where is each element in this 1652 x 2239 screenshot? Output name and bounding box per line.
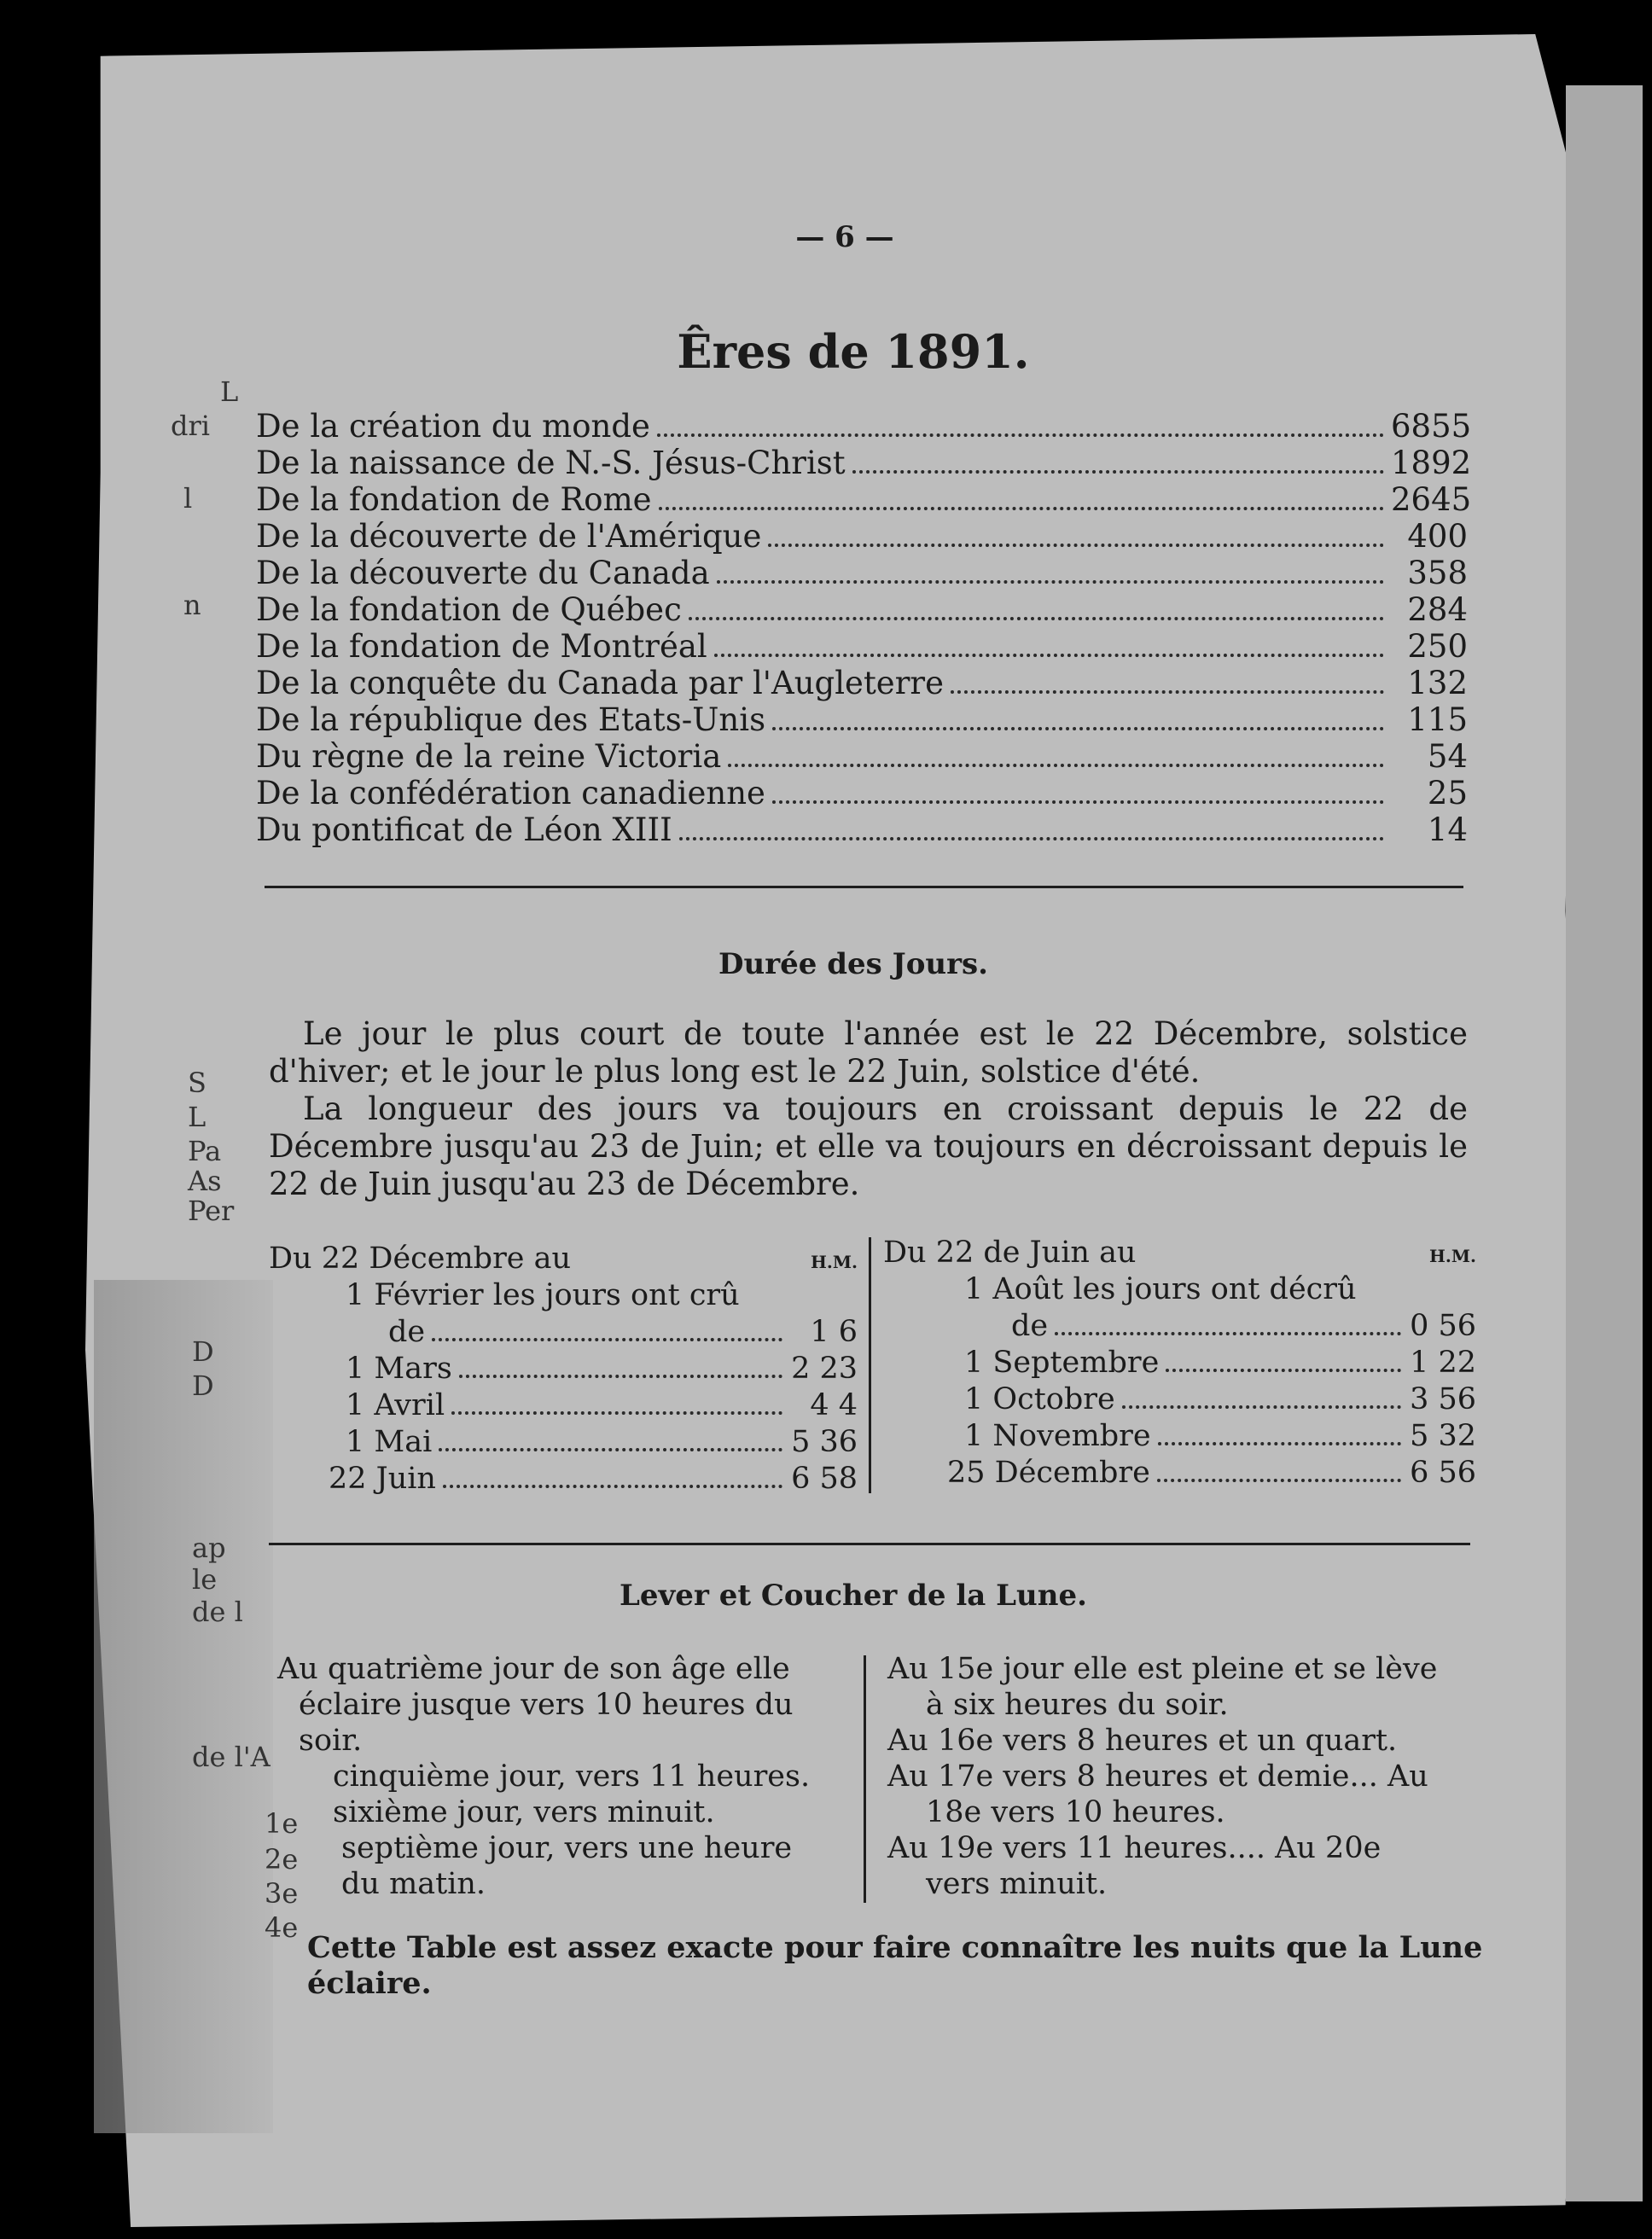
duree-paragraph: La longueur des jours va toujours en croissant depuis le 22 de Décembre jusqu'au 23 de Juin; et elle va toujours en décroissant depuis le 22 de Juin jusqu'au 23 de Décembre. bbox=[269, 1090, 1468, 1202]
dot-leader bbox=[451, 1411, 782, 1415]
lune-heading: Lever et Coucher de la Lune. bbox=[620, 1579, 1087, 1613]
row-label: 1 Novembre bbox=[964, 1419, 1151, 1453]
table-row bbox=[269, 1315, 858, 1352]
era-value: 25 bbox=[1427, 775, 1468, 811]
lune-line: 18e vers 10 heures. bbox=[926, 1795, 1225, 1829]
table-subheader: 1 Août les jours ont décrû bbox=[964, 1272, 1357, 1306]
margin-fragment: le bbox=[192, 1563, 218, 1596]
hm-label: H.M. bbox=[811, 1252, 858, 1272]
era-row bbox=[256, 518, 1468, 555]
hm-label: H.M. bbox=[1429, 1246, 1476, 1266]
era-label: De la naissance de N.-S. Jésus-Christ bbox=[256, 445, 846, 481]
era-row bbox=[256, 445, 1472, 481]
era-value: 250 bbox=[1407, 628, 1468, 665]
lune-line: vers minuit. bbox=[926, 1867, 1108, 1901]
margin-fragment: l bbox=[183, 482, 193, 515]
row-value: 6 56 bbox=[1410, 1456, 1476, 1490]
dot-leader bbox=[439, 1448, 782, 1451]
eres-list bbox=[256, 408, 1472, 848]
lune-line: Au 16e vers 8 heures et un quart. bbox=[887, 1724, 1398, 1758]
column-divider bbox=[869, 1237, 871, 1493]
table-row bbox=[269, 1462, 858, 1498]
row-label: de bbox=[1011, 1309, 1049, 1343]
table-row bbox=[883, 1419, 1476, 1456]
dot-leader bbox=[1122, 1405, 1401, 1409]
table-row bbox=[269, 1425, 858, 1462]
page-number: — 6 — bbox=[795, 220, 894, 254]
lune-line: du matin. bbox=[341, 1867, 486, 1901]
margin-fragment: Per bbox=[188, 1195, 235, 1227]
margin-fragment: L bbox=[188, 1101, 206, 1133]
row-value: 4 4 bbox=[810, 1388, 858, 1422]
era-value: 115 bbox=[1407, 701, 1468, 738]
era-label: De la découverte de l'Amérique bbox=[256, 518, 762, 555]
section-divider bbox=[265, 886, 1463, 888]
lune-line: Au quatrième jour de son âge elle bbox=[277, 1652, 790, 1686]
lune-line: Au 17e vers 8 heures et demie... Au bbox=[887, 1759, 1428, 1794]
era-value: 14 bbox=[1427, 811, 1468, 848]
dot-leader bbox=[772, 800, 1384, 804]
margin-fragment: D bbox=[192, 1335, 214, 1368]
era-label: De la confédération canadienne bbox=[256, 775, 765, 811]
section-divider bbox=[269, 1543, 1470, 1545]
table-header-row bbox=[269, 1242, 858, 1278]
margin-fragment: D bbox=[192, 1370, 214, 1402]
lune-line: sixième jour, vers minuit. bbox=[333, 1795, 715, 1829]
row-label: 1 Mai bbox=[346, 1425, 433, 1459]
row-label: 25 Décembre bbox=[947, 1456, 1150, 1490]
dot-leader bbox=[679, 837, 1384, 840]
dot-leader bbox=[1055, 1332, 1401, 1335]
lune-note bbox=[307, 1930, 1485, 2002]
dot-leader bbox=[717, 580, 1384, 584]
lune-line: Au 19e vers 11 heures.... Au 20e bbox=[887, 1831, 1382, 1865]
table-row bbox=[269, 1388, 858, 1425]
dot-leader bbox=[1158, 1442, 1401, 1445]
era-value: 284 bbox=[1407, 591, 1468, 628]
era-row bbox=[256, 811, 1468, 848]
dot-leader bbox=[1157, 1479, 1401, 1482]
margin-fragment: ap bbox=[192, 1532, 226, 1564]
row-label: 1 Septembre bbox=[964, 1346, 1160, 1380]
lune-right-column bbox=[887, 1651, 1476, 1902]
note-line: Cette Table est assez exacte pour faire connaître les nuits que la Lune bbox=[307, 1930, 1483, 1965]
note-line: éclaire. bbox=[307, 1966, 432, 2001]
row-label: 1 Mars bbox=[346, 1352, 452, 1386]
dot-leader bbox=[443, 1485, 782, 1488]
row-value: 0 56 bbox=[1410, 1309, 1476, 1343]
day-length-table-left bbox=[269, 1242, 858, 1498]
dot-leader bbox=[1166, 1369, 1401, 1372]
row-value: 6 58 bbox=[791, 1462, 858, 1496]
lune-line: soir. bbox=[299, 1724, 363, 1758]
table-row bbox=[883, 1456, 1476, 1492]
lune-line: Au 15e jour elle est pleine et se lève bbox=[887, 1652, 1438, 1686]
era-row bbox=[256, 628, 1468, 665]
duree-text bbox=[269, 1015, 1468, 1203]
era-row bbox=[256, 481, 1472, 518]
day-length-table-right bbox=[883, 1236, 1476, 1492]
lune-line: éclaire jusque vers 10 heures du bbox=[299, 1688, 794, 1722]
era-value: 2645 bbox=[1391, 481, 1472, 518]
era-row bbox=[256, 738, 1468, 775]
row-value: 3 56 bbox=[1410, 1382, 1476, 1416]
dot-leader bbox=[768, 544, 1384, 547]
margin-fragment: de l bbox=[192, 1596, 243, 1628]
era-row bbox=[256, 591, 1468, 628]
column-header: Du 22 Décembre au bbox=[269, 1242, 572, 1276]
margin-fragment: 3e bbox=[265, 1877, 299, 1910]
era-value: 132 bbox=[1407, 665, 1468, 701]
dot-leader bbox=[728, 764, 1384, 767]
margin-fragment: 4e bbox=[265, 1911, 299, 1944]
margin-fragment: de l'A bbox=[192, 1741, 270, 1773]
era-label: Du pontificat de Léon XIII bbox=[256, 811, 672, 848]
dot-leader bbox=[852, 470, 1384, 474]
era-label: De la conquête du Canada par l'Augleterre bbox=[256, 665, 944, 701]
dot-leader bbox=[689, 617, 1384, 620]
margin-fragment: S bbox=[188, 1067, 206, 1099]
duree-paragraph: Le jour le plus court de toute l'année est le 22 Décembre, solstice d'hiver; et le jour le plus long est le 22 Juin, solstice d'été. bbox=[269, 1015, 1468, 1090]
dot-leader bbox=[659, 507, 1384, 510]
row-value: 1 6 bbox=[810, 1315, 858, 1349]
margin-fragment: n bbox=[183, 589, 201, 621]
table-row bbox=[883, 1382, 1476, 1419]
adjacent-page-edge bbox=[1566, 85, 1643, 2201]
table-header-row bbox=[883, 1236, 1476, 1272]
margin-fragment: L bbox=[220, 375, 239, 408]
margin-fragment: As bbox=[188, 1165, 222, 1197]
row-value: 5 32 bbox=[1410, 1419, 1476, 1453]
lune-line: cinquième jour, vers 11 heures. bbox=[333, 1759, 811, 1794]
row-label: 22 Juin bbox=[329, 1462, 436, 1496]
table-row bbox=[883, 1309, 1476, 1346]
table-row bbox=[883, 1346, 1476, 1382]
dot-leader bbox=[459, 1375, 782, 1378]
era-value: 6855 bbox=[1391, 408, 1472, 445]
era-row bbox=[256, 775, 1468, 811]
row-value: 5 36 bbox=[791, 1425, 858, 1459]
lune-left-column bbox=[277, 1651, 858, 1902]
era-label: De la découverte du Canada bbox=[256, 555, 710, 591]
row-label: 1 Avril bbox=[346, 1388, 445, 1422]
dot-leader bbox=[951, 690, 1384, 694]
dot-leader bbox=[714, 654, 1384, 657]
era-row bbox=[256, 555, 1468, 591]
era-value: 400 bbox=[1407, 518, 1468, 555]
era-value: 1892 bbox=[1391, 445, 1472, 481]
era-row bbox=[256, 665, 1468, 701]
column-header: Du 22 de Juin au bbox=[883, 1236, 1137, 1270]
duree-heading: Durée des Jours. bbox=[718, 947, 988, 981]
era-value: 54 bbox=[1427, 738, 1468, 775]
row-label: de bbox=[388, 1315, 426, 1349]
lune-line: septième jour, vers une heure bbox=[341, 1831, 793, 1865]
era-label: De la république des Etats-Unis bbox=[256, 701, 766, 738]
margin-fragment: 1e bbox=[265, 1807, 299, 1840]
page-title: Êres de 1891. bbox=[677, 324, 1030, 379]
era-row bbox=[256, 701, 1468, 738]
era-label: De la fondation de Rome bbox=[256, 481, 652, 518]
lune-line: à six heures du soir. bbox=[926, 1688, 1229, 1722]
table-subheader: 1 Février les jours ont crû bbox=[346, 1278, 740, 1312]
margin-fragment: dri bbox=[171, 410, 211, 442]
era-label: De la fondation de Québec bbox=[256, 591, 682, 628]
row-value: 2 23 bbox=[791, 1352, 858, 1386]
paper-stain bbox=[94, 1280, 273, 2133]
row-label: 1 Octobre bbox=[964, 1382, 1115, 1416]
table-row bbox=[269, 1352, 858, 1388]
dot-leader bbox=[657, 433, 1384, 437]
era-label: De la fondation de Montréal bbox=[256, 628, 707, 665]
dot-leader bbox=[432, 1338, 782, 1341]
era-label: Du règne de la reine Victoria bbox=[256, 738, 722, 775]
era-value: 358 bbox=[1407, 555, 1468, 591]
era-row bbox=[256, 408, 1472, 445]
margin-fragment: Pa bbox=[188, 1135, 222, 1167]
dot-leader bbox=[772, 727, 1384, 730]
era-label: De la création du monde bbox=[256, 408, 650, 445]
margin-fragment: 2e bbox=[265, 1843, 299, 1876]
column-divider bbox=[864, 1655, 866, 1903]
row-value: 1 22 bbox=[1410, 1346, 1476, 1380]
